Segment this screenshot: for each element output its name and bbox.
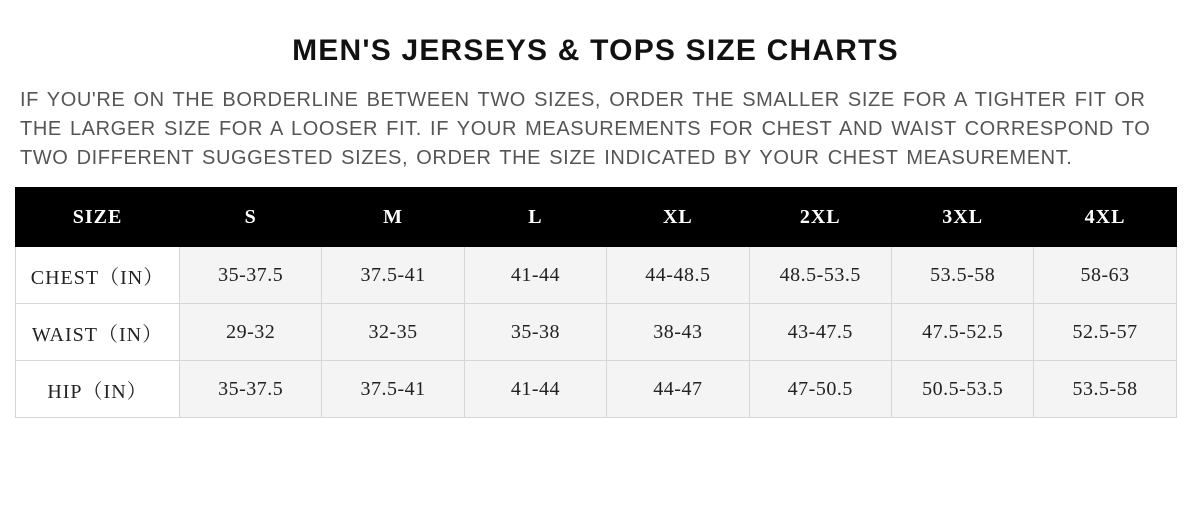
size-chart-table: [15, 187, 1177, 418]
table-header-row: [16, 188, 1177, 247]
cell-chest-4xl: 58-63: [1034, 247, 1176, 304]
column-header-4xl: 4XL: [1034, 188, 1176, 247]
cell-chest-m: 37.5-41: [322, 247, 464, 304]
cell-hip-2xl: 47-50.5: [749, 361, 891, 418]
cell-waist-4xl: 52.5-57: [1034, 304, 1176, 361]
cell-waist-2xl: 43-47.5: [749, 304, 891, 361]
column-header-size: SIZE: [16, 188, 180, 247]
cell-waist-3xl: 47.5-52.5: [891, 304, 1033, 361]
cell-hip-xl: 44-47: [607, 361, 749, 418]
column-header-m: M: [322, 188, 464, 247]
cell-chest-s: 35-37.5: [180, 247, 322, 304]
cell-chest-2xl: 48.5-53.5: [749, 247, 891, 304]
cell-hip-l: 41-44: [464, 361, 606, 418]
column-header-xl: XL: [607, 188, 749, 247]
table-row: [16, 247, 1177, 304]
column-header-s: S: [180, 188, 322, 247]
cell-waist-l: 35-38: [464, 304, 606, 361]
cell-waist-s: 29-32: [180, 304, 322, 361]
cell-chest-xl: 44-48.5: [607, 247, 749, 304]
table-header: [16, 188, 1177, 247]
cell-hip-4xl: 53.5-58: [1034, 361, 1176, 418]
page-title: MEN'S JERSEYS & TOPS SIZE CHARTS: [292, 34, 899, 67]
cell-waist-m: 32-35: [322, 304, 464, 361]
row-label-hip: HIP（IN）: [16, 361, 180, 418]
intro-paragraph: IF YOU'RE ON THE BORDERLINE BETWEEN TWO SIZES, ORDER THE SMALLER SIZE FOR A TIGHTER FIT OR THE LARGER SIZE FOR A LOOSER FIT. IF YOUR MEASUREMENTS FOR CHEST AND WAIST CORRESPOND TO TWO DIFFERENT SUGGESTED SIZES, ORDER THE SIZE INDICATED BY YOUR CHEST MEASUREMENT.: [20, 89, 1151, 169]
table-row: [16, 361, 1177, 418]
cell-chest-3xl: 53.5-58: [891, 247, 1033, 304]
cell-hip-s: 35-37.5: [180, 361, 322, 418]
cell-waist-xl: 38-43: [607, 304, 749, 361]
column-header-3xl: 3XL: [891, 188, 1033, 247]
table-row: [16, 304, 1177, 361]
column-header-l: L: [464, 188, 606, 247]
cell-chest-l: 41-44: [464, 247, 606, 304]
row-label-waist: WAIST（IN）: [16, 304, 180, 361]
cell-hip-m: 37.5-41: [322, 361, 464, 418]
column-header-2xl: 2XL: [749, 188, 891, 247]
row-label-chest: CHEST（IN）: [16, 247, 180, 304]
table-body: [16, 247, 1177, 418]
cell-hip-3xl: 50.5-53.5: [891, 361, 1033, 418]
